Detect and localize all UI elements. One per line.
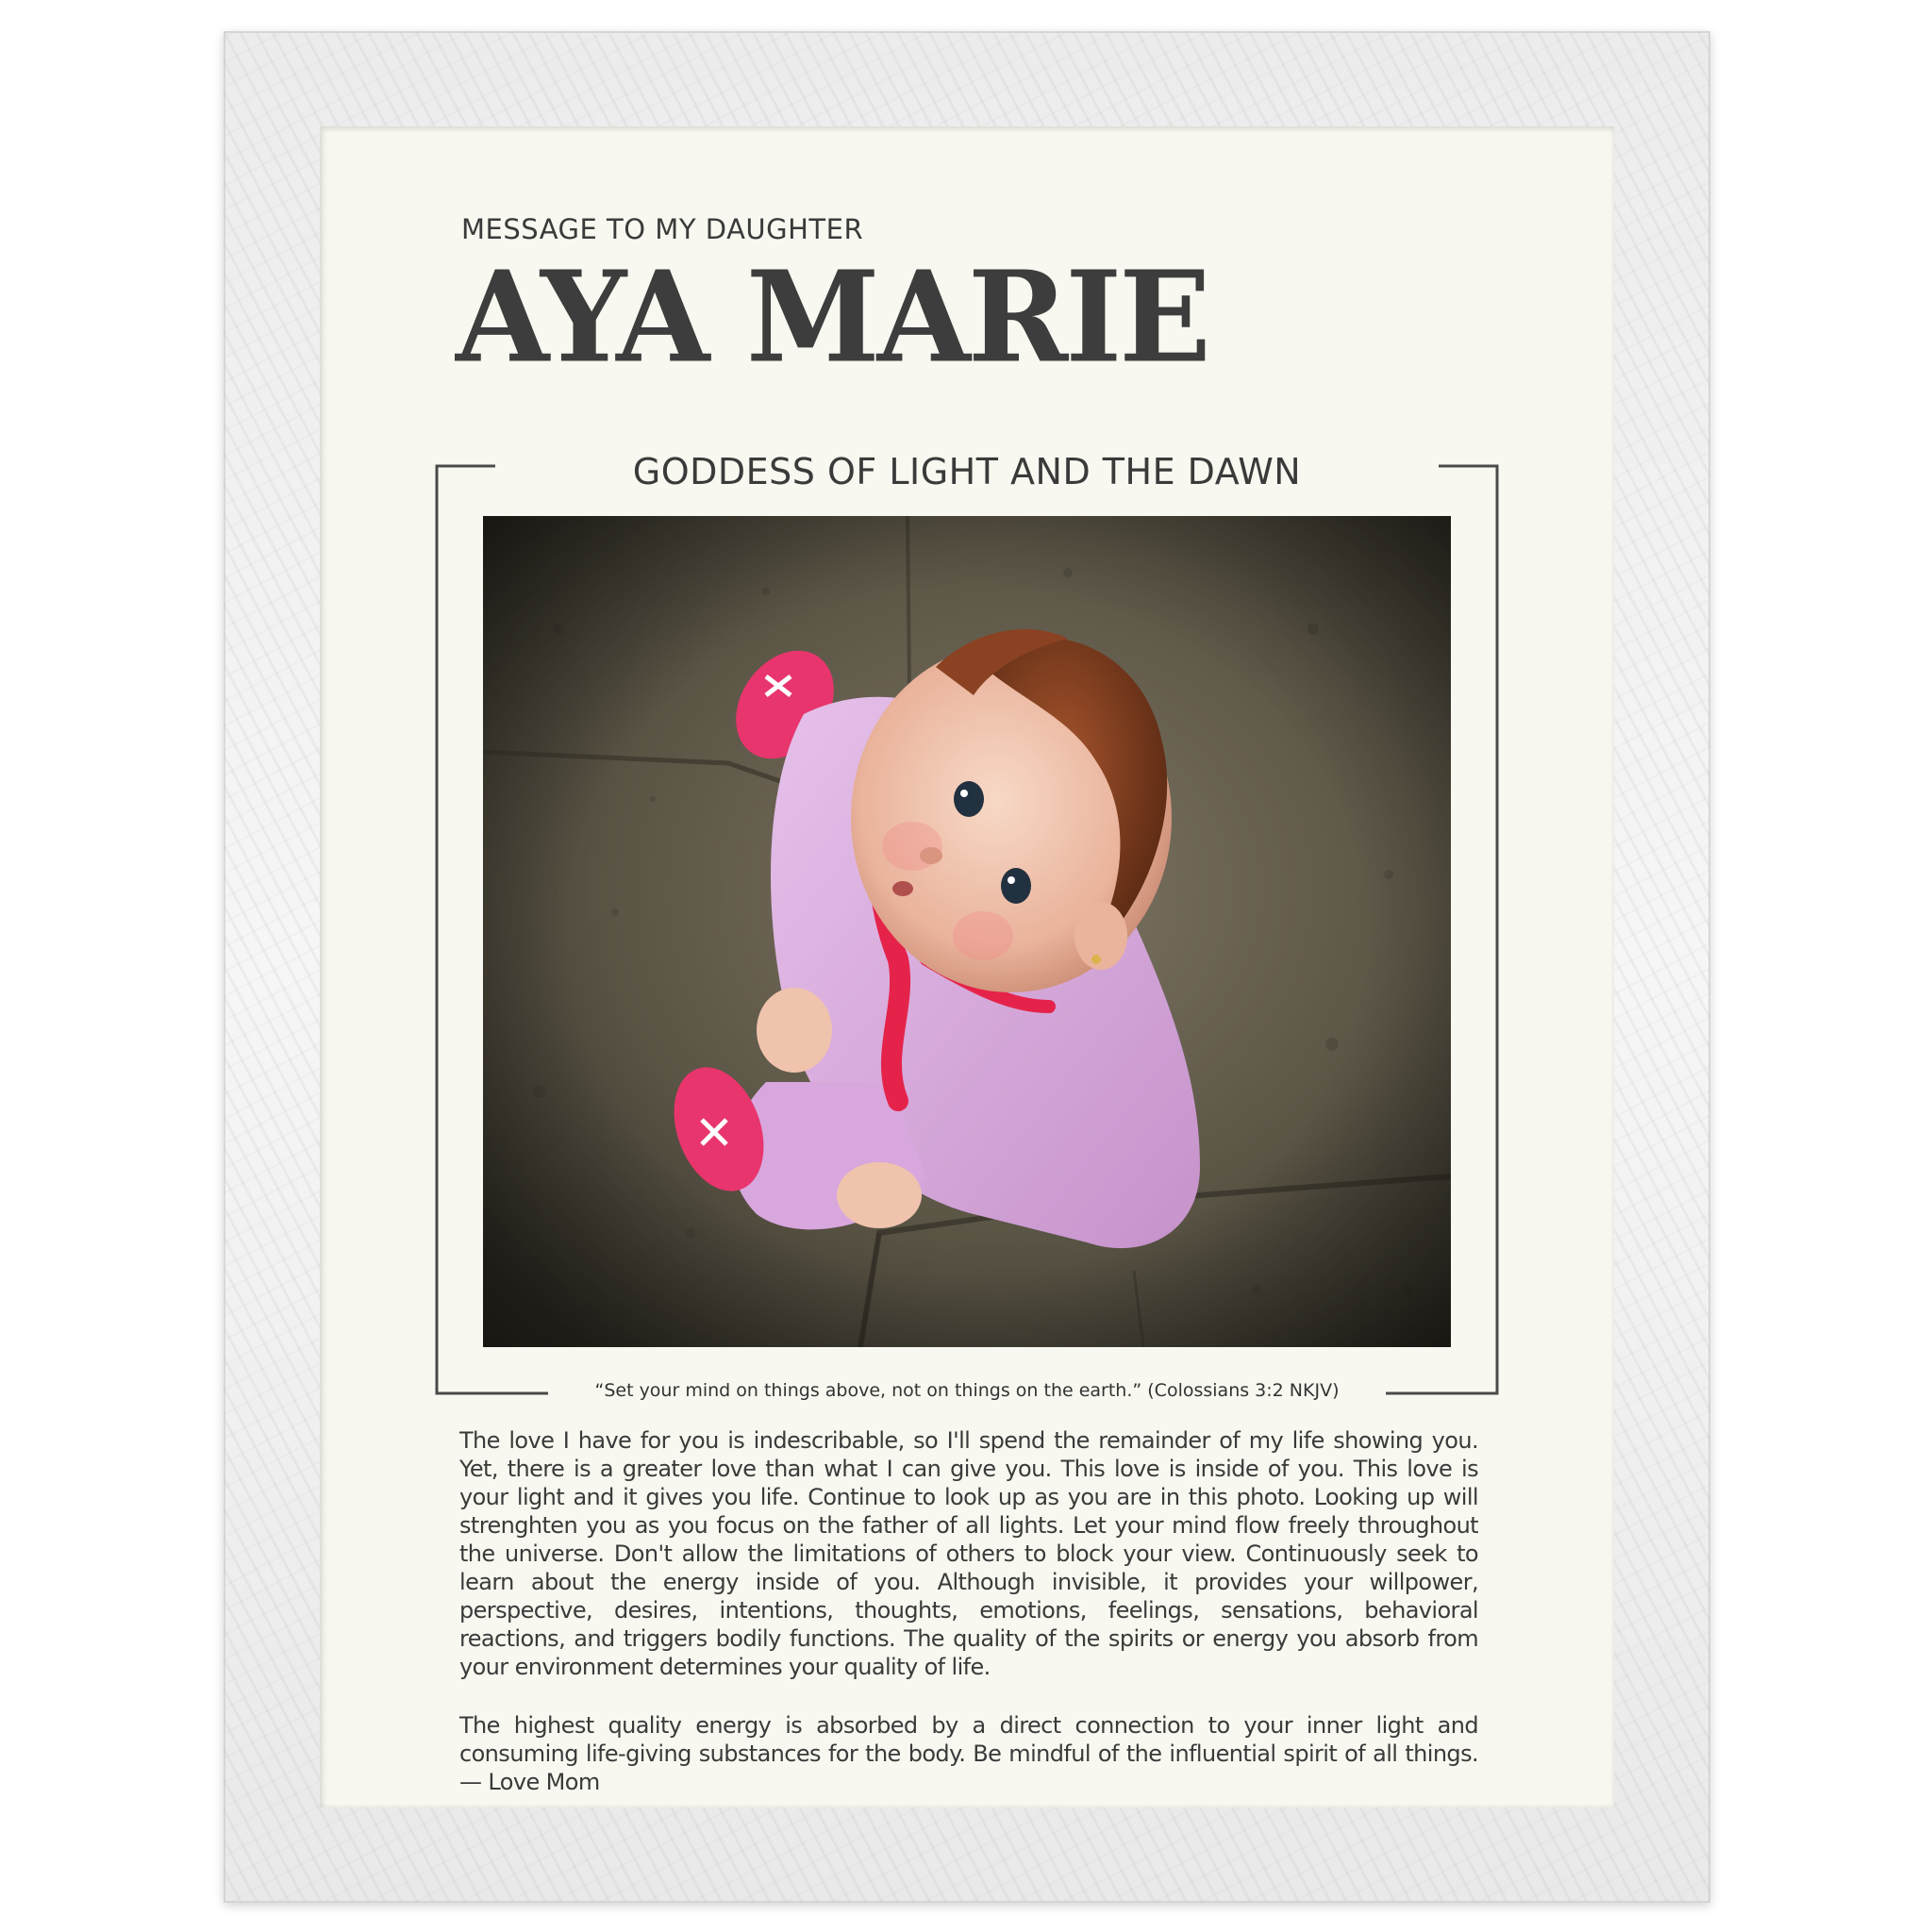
message-body	[459, 1426, 1478, 1826]
message-paragraph: The highest quality energy is absorbed by a direct connection to your inner light and consuming life-giving substances for the body. Be mindful of the influential spirit of all things. — Love Mom	[459, 1712, 1478, 1795]
bible-quote: “Set your mind on things above, not on things on the earth.” (Colossians 3:2 NKJV)	[594, 1380, 1340, 1401]
poster-kicker: MESSAGE TO MY DAUGHTER	[461, 213, 864, 245]
picture-frame	[224, 31, 1710, 1903]
toddler-photo	[483, 516, 1451, 1347]
poster-name: AYA MARIE	[456, 243, 1208, 391]
poster-subtitle: GODDESS OF LIGHT AND THE DAWN	[632, 451, 1302, 492]
message-paragraph: The love I have for you is indescribable, so I'll spend the remainder of my life showing you. Yet, there is a greater love than what I can give you. This love is inside of you. This love is your light and it gives you life. Continue to look up as you are in this photo. Looking up will strenghten you as you focus on the father of all lights. Let your mind flow freely throughout the universe. Don't allow the limitations of others to block your view. Continuously seek to learn about the energy inside of you. Although invisible, it provides your willpower, perspective, desires, intentions, thoughts, emotions, feelings, sensations, behavioral reactions, and triggers bodily functions. The quality of the spirits or energy you absorb from your environment determines your quality of life.	[459, 1427, 1478, 1680]
poster-mat	[320, 126, 1614, 1807]
